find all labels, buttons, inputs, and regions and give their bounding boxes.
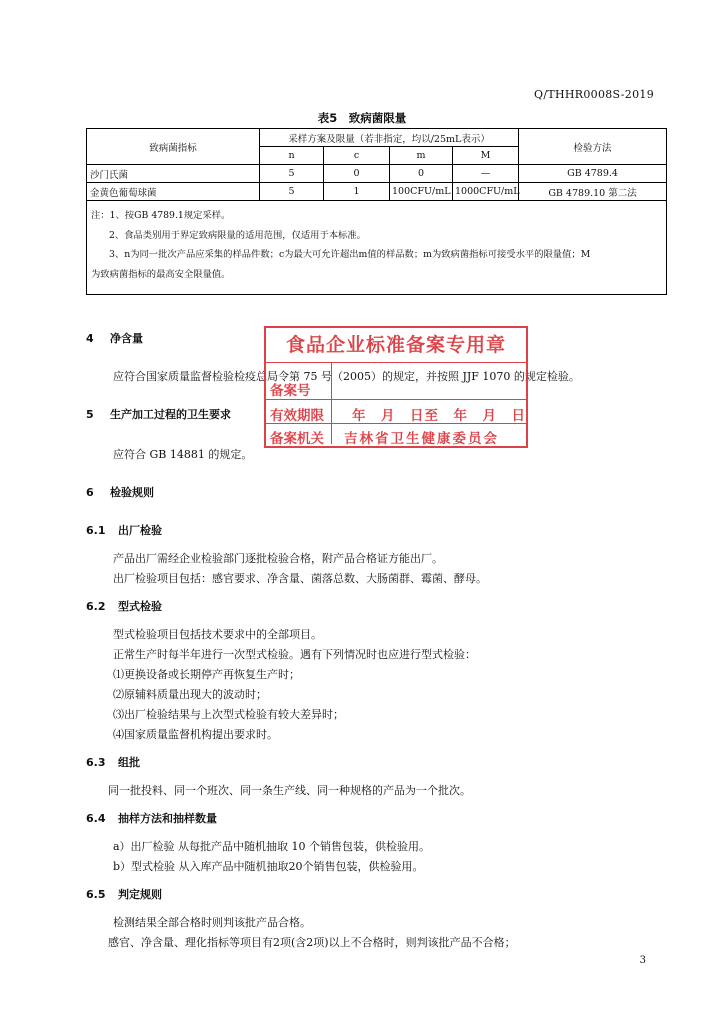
section-number: 6.4 bbox=[86, 812, 106, 825]
list-item: a）出厂检验 从每批产品中随机抽取 10 个销售包装，供检验用。 bbox=[113, 840, 431, 853]
list-item: ⑶出厂检验结果与上次型式检验有较大差异时； bbox=[113, 708, 344, 721]
table-row bbox=[87, 183, 667, 201]
list-item: ⑵原辅料质量出现大的波动时； bbox=[113, 688, 267, 701]
sub-col-m: m bbox=[390, 147, 453, 165]
section-number: 6.2 bbox=[86, 600, 106, 613]
cell-M: 1000CFU/mL bbox=[453, 183, 519, 201]
table-notes bbox=[87, 201, 667, 295]
section-heading bbox=[86, 406, 231, 422]
registration-stamp bbox=[264, 326, 528, 448]
paragraph: 出厂检验项目包括：感官要求、净含量、菌落总数、大肠菌群、霉菌、酵母。 bbox=[113, 572, 487, 585]
note-line: 为致病菌指标的最高安全限量值。 bbox=[91, 268, 231, 280]
section-number: 6 bbox=[86, 486, 94, 499]
cell-method: GB 4789.10 第二法 bbox=[519, 183, 667, 201]
section-number: 6.3 bbox=[86, 756, 106, 769]
list-item: ⑷国家质量监督机构提出要求时。 bbox=[113, 728, 278, 741]
section-heading bbox=[86, 810, 217, 826]
paragraph: 同一批投料、同一个班次、同一条生产线、同一种规格的产品为一个批次。 bbox=[108, 784, 471, 797]
stamp-valid-period: 年 月 日至 年 月 日 bbox=[352, 408, 526, 424]
section-heading bbox=[86, 598, 162, 614]
stamp-org: 吉林省卫生健康委员会 bbox=[344, 431, 499, 447]
pathogen-limit-table bbox=[86, 128, 667, 295]
paragraph: 应符合 GB 14881 的规定。 bbox=[113, 448, 253, 461]
cell-n: 5 bbox=[260, 183, 324, 201]
section-title: 型式检验 bbox=[118, 600, 162, 613]
list-item: b）型式检验 从入库产品中随机抽取20个销售包装，供检验用。 bbox=[113, 860, 424, 873]
section-title: 判定规则 bbox=[118, 888, 162, 901]
section-title: 出厂检验 bbox=[118, 524, 162, 537]
section-heading bbox=[86, 484, 154, 500]
paragraph: 正常生产时每半年进行一次型式检验。遇有下列情况时也应进行型式检验： bbox=[113, 648, 476, 661]
stamp-label-number: 备案号 bbox=[270, 383, 311, 399]
cell-M: — bbox=[453, 165, 519, 183]
table-row bbox=[87, 165, 667, 183]
sub-col-c: c bbox=[324, 147, 390, 165]
section-title: 生产加工过程的卫生要求 bbox=[110, 408, 231, 421]
cell-method: GB 4789.4 bbox=[519, 165, 667, 183]
cell-name: 金黄色葡萄球菌 bbox=[87, 183, 260, 201]
note-line: 2、食品类别用于界定致病限量的适用范围，仅适用于本标准。 bbox=[109, 229, 366, 241]
section-heading bbox=[86, 330, 143, 346]
paragraph: 感官、净含量、理化指标等项目有2项(含2项)以上不合格时，则判该批产品不合格； bbox=[108, 936, 516, 949]
section-title: 抽样方法和抽样数量 bbox=[118, 812, 217, 825]
stamp-label-valid: 有效期限 bbox=[270, 408, 324, 424]
cell-n: 5 bbox=[260, 165, 324, 183]
section-heading bbox=[86, 522, 162, 538]
section-heading bbox=[86, 754, 140, 770]
section-number: 6.1 bbox=[86, 524, 106, 537]
section-number: 6.5 bbox=[86, 888, 106, 901]
section-title: 检验规则 bbox=[110, 486, 154, 499]
cell-c: 1 bbox=[324, 183, 390, 201]
section-title: 净含量 bbox=[110, 332, 143, 345]
section-number: 4 bbox=[86, 332, 94, 345]
col-header-plan: 采样方案及限量（若非指定，均以/25mL表示） bbox=[260, 129, 519, 147]
paragraph: 应符合国家质量监督检验检疫总局令第 75 号（2005）的规定，并按照 JJF 1070 的规定检验。 bbox=[113, 370, 580, 383]
paragraph: 型式检验项目包括技术要求中的全部项目。 bbox=[113, 628, 322, 641]
cell-name: 沙门氏菌 bbox=[87, 165, 260, 183]
standard-code: Q/THHR0008S-2019 bbox=[534, 88, 654, 101]
cell-c: 0 bbox=[324, 165, 390, 183]
section-heading bbox=[86, 886, 162, 902]
sub-col-M: M bbox=[453, 147, 519, 165]
cell-m: 100CFU/mL bbox=[390, 183, 453, 201]
stamp-label-org: 备案机关 bbox=[270, 431, 324, 447]
stamp-title: 食品企业标准备案专用章 bbox=[285, 334, 506, 356]
cell-m: 0 bbox=[390, 165, 453, 183]
note-line: 注：1、按GB 4789.1规定采样。 bbox=[91, 210, 231, 221]
section-title: 组批 bbox=[118, 756, 140, 769]
paragraph: 检测结果全部合格时则判该批产品合格。 bbox=[113, 916, 311, 929]
section-number: 5 bbox=[86, 408, 94, 421]
col-header-method: 检验方法 bbox=[519, 129, 667, 165]
note-line: 3、n为同一批次产品应采集的样品件数；c为最大可允许超出m值的样品数；m为致病菌指标可接受水平的限量值；M bbox=[109, 249, 591, 260]
list-item: ⑴更换设备或长期停产再恢复生产时； bbox=[113, 668, 300, 681]
table-caption: 表5 致病菌限量 bbox=[317, 111, 407, 125]
col-header-indicator: 致病菌指标 bbox=[87, 129, 260, 165]
sub-col-n: n bbox=[260, 147, 324, 165]
paragraph: 产品出厂需经企业检验部门逐批检验合格，附产品合格证方能出厂。 bbox=[113, 552, 443, 565]
page-number: 3 bbox=[639, 955, 646, 966]
